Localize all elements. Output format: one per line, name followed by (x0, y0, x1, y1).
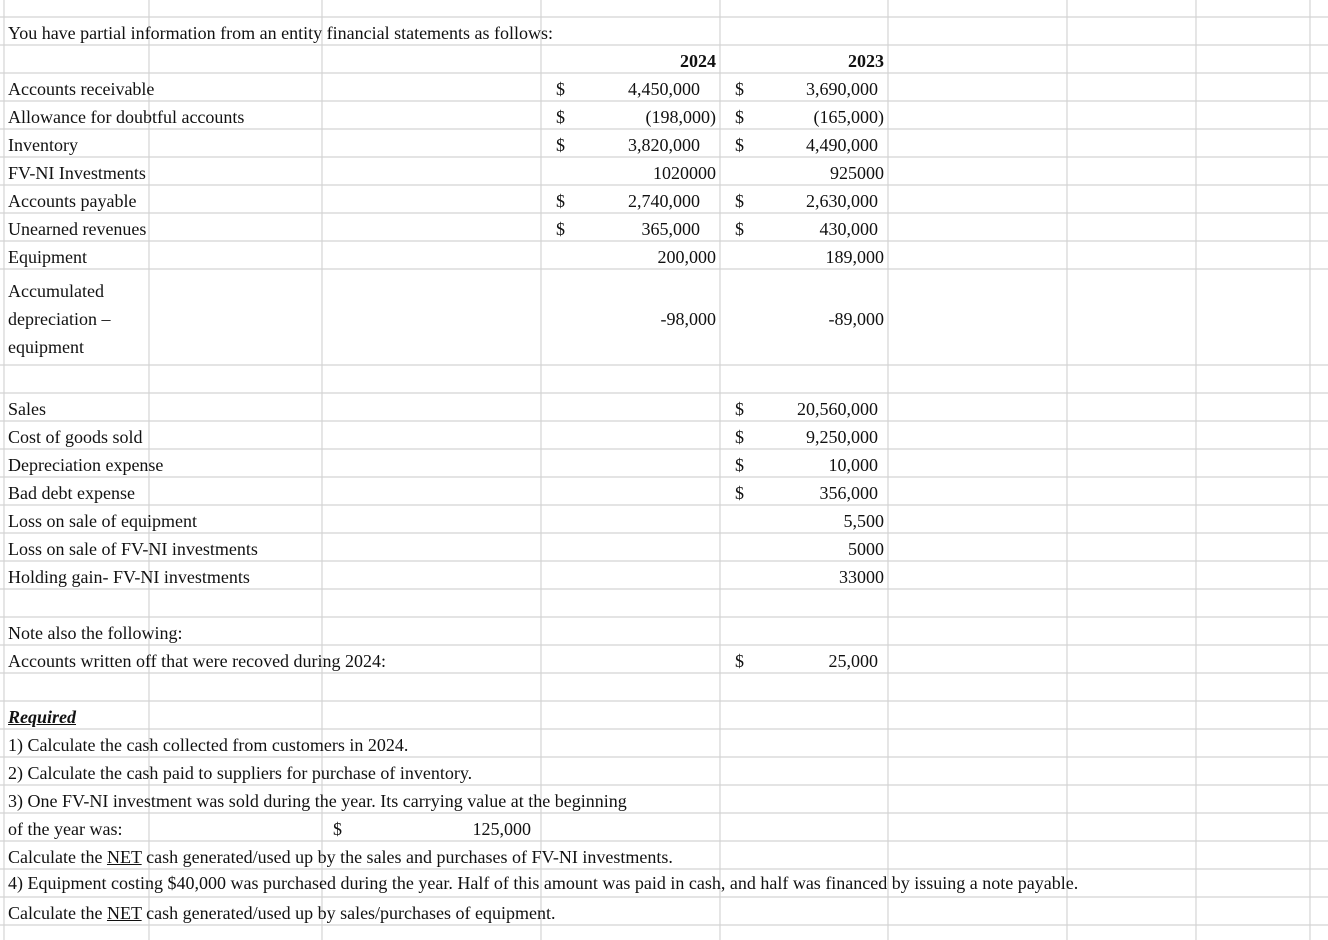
dollar-sign: $ (735, 191, 744, 211)
value-holding-gain: 33000 (839, 567, 884, 587)
question-3-line-3 (8, 847, 673, 867)
dollar-sign: $ (735, 219, 744, 239)
text-segment: cash generated/used up by the sales and purchases of FV-NI investments. (141, 847, 673, 867)
row-label-accum-depreciation: Accumulated depreciation – equipment (8, 281, 111, 357)
value-fvni-2024: 1020000 (653, 163, 716, 183)
value-accum-dep-2023: -89,000 (828, 309, 884, 329)
row-label-sales: Sales (8, 399, 46, 419)
value-ar-2024: 4,450,000 (628, 79, 700, 99)
dollar-sign: $ (556, 79, 565, 99)
row-label-equipment: Equipment (8, 247, 87, 267)
row-label-accounts-payable: Accounts payable (8, 191, 137, 211)
value-ap-2024: 2,740,000 (628, 191, 700, 211)
value-carrying: 125,000 (472, 819, 531, 839)
dollar-sign: $ (735, 399, 744, 419)
value-sales: 20,560,000 (797, 399, 878, 419)
value-accum-dep-2024: -98,000 (660, 309, 716, 329)
dollar-sign: $ (556, 219, 565, 239)
dollar-sign: $ (735, 483, 744, 503)
dollar-sign: $ (735, 107, 744, 127)
value-ar-2023: 3,690,000 (806, 79, 878, 99)
dollar-sign: $ (735, 651, 744, 671)
value-allowance-2024: (198,000) (645, 107, 716, 127)
row-label-cogs: Cost of goods sold (8, 427, 143, 447)
value-unearned-2024: 365,000 (641, 219, 700, 239)
note-heading: Note also the following: (8, 623, 183, 643)
net-emphasis: NET (106, 847, 142, 867)
row-label-inventory: Inventory (8, 135, 78, 155)
row-label-accounts-receivable: Accounts receivable (8, 79, 155, 99)
dollar-sign: $ (735, 79, 744, 99)
question-4-line-2 (8, 903, 556, 923)
text-segment: Calculate the (8, 903, 107, 923)
value-loss-fvni: 5000 (848, 539, 884, 559)
question-3-line-1: 3) One FV-NI investment was sold during the year. Its carrying value at the beginning (8, 791, 627, 811)
value-fvni-2023: 925000 (830, 163, 884, 183)
dollar-sign: $ (333, 819, 342, 839)
dollar-sign: $ (556, 191, 565, 211)
value-inventory-2023: 4,490,000 (806, 135, 878, 155)
row-label-depreciation-expense: Depreciation expense (8, 455, 164, 475)
row-label-fvni: FV-NI Investments (8, 163, 146, 183)
value-ap-2023: 2,630,000 (806, 191, 878, 211)
intro-text: You have partial information from an entity financial statements as follows: (8, 23, 554, 43)
net-emphasis: NET (106, 903, 142, 923)
value-depreciation-expense: 10,000 (828, 455, 878, 475)
value-cogs: 9,250,000 (806, 427, 878, 447)
text-segment: cash generated/used up by sales/purchases of equipment. (141, 903, 556, 923)
question-3-line-2: of the year was: (8, 819, 123, 839)
question-2: 2) Calculate the cash paid to suppliers for purchase of inventory. (8, 763, 473, 783)
value-recovered: 25,000 (828, 651, 878, 671)
header-2024: 2024 (680, 51, 716, 71)
value-allowance-2023: (165,000) (813, 107, 884, 127)
note-label: Accounts written off that were recoved during 2024: (8, 651, 387, 671)
value-inventory-2024: 3,820,000 (628, 135, 700, 155)
row-label-holding-gain: Holding gain- FV-NI investments (8, 567, 250, 587)
dollar-sign: $ (556, 135, 565, 155)
row-label-allowance: Allowance for doubtful accounts (8, 107, 245, 127)
row-label-loss-equipment: Loss on sale of equipment (8, 511, 197, 531)
value-bad-debt: 356,000 (819, 483, 878, 503)
value-equipment-2023: 189,000 (825, 247, 884, 267)
text-segment: Calculate the (8, 847, 107, 867)
dollar-sign: $ (556, 107, 565, 127)
value-equipment-2024: 200,000 (657, 247, 716, 267)
dollar-sign: $ (735, 427, 744, 447)
row-label-loss-fvni: Loss on sale of FV-NI investments (8, 539, 258, 559)
required-heading: Required (8, 707, 77, 727)
value-loss-equipment: 5,500 (843, 511, 884, 531)
dollar-sign: $ (735, 135, 744, 155)
header-2023: 2023 (848, 51, 884, 71)
question-4-line-1: 4) Equipment costing $40,000 was purchased during the year. Half of this amount was paid in cash, and half was financed by issuing a note payable. (8, 873, 1079, 893)
row-label-unearned: Unearned revenues (8, 219, 147, 239)
row-label-bad-debt: Bad debt expense (8, 483, 135, 503)
question-1: 1) Calculate the cash collected from customers in 2024. (8, 735, 409, 755)
value-unearned-2023: 430,000 (819, 219, 878, 239)
dollar-sign: $ (735, 455, 744, 475)
